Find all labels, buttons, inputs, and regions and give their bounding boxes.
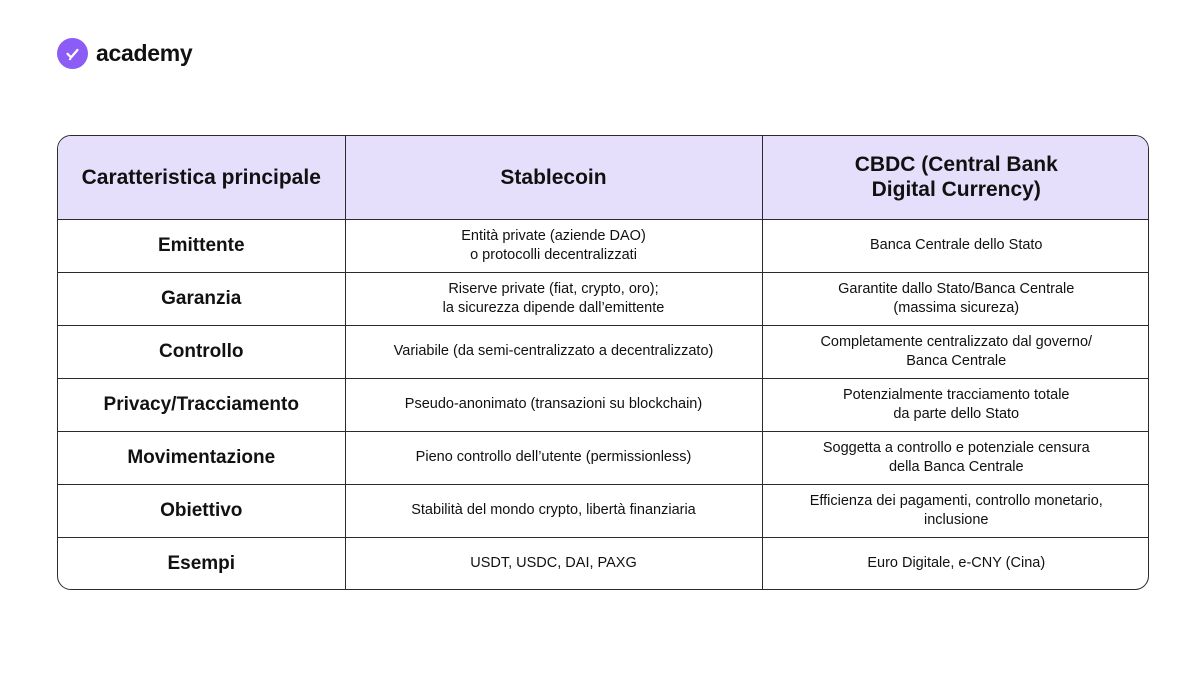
table-row [58, 219, 1149, 272]
stablecoin-cell: Pieno controllo dell’utente (permissionless) [345, 431, 762, 484]
table-row [58, 325, 1149, 378]
stablecoin-cell: USDT, USDC, DAI, PAXG [345, 537, 762, 590]
table-row [58, 431, 1149, 484]
table-row [58, 272, 1149, 325]
cbdc-cell: Banca Centrale dello Stato [762, 219, 1149, 272]
cbdc-cell: Soggetta a controllo e potenziale censura della Banca Centrale [762, 431, 1149, 484]
brand-name: academy [96, 40, 193, 66]
header-stablecoin: Stablecoin [345, 136, 762, 219]
row-label: Controllo [58, 325, 345, 378]
comparison-table [57, 135, 1149, 590]
stablecoin-cell: Riserve private (fiat, crypto, oro); la sicurezza dipende dall’emittente [345, 272, 762, 325]
table-row [58, 537, 1149, 590]
table-row [58, 378, 1149, 431]
row-label: Privacy/Tracciamento [58, 378, 345, 431]
stablecoin-cell: Stabilità del mondo crypto, libertà finanziaria [345, 484, 762, 537]
row-label: Movimentazione [58, 431, 345, 484]
row-label: Emittente [58, 219, 345, 272]
table-header-row [58, 136, 1149, 219]
brand-logo [57, 38, 192, 69]
header-cbdc: CBDC (Central Bank Digital Currency) [762, 136, 1149, 219]
cbdc-cell: Potenzialmente tracciamento totale da parte dello Stato [762, 378, 1149, 431]
header-feature: Caratteristica principale [58, 136, 345, 219]
stablecoin-cell: Pseudo-anonimato (transazioni su blockchain) [345, 378, 762, 431]
cbdc-cell: Efficienza dei pagamenti, controllo monetario, inclusione [762, 484, 1149, 537]
cbdc-cell: Garantite dallo Stato/Banca Centrale (massima sicureza) [762, 272, 1149, 325]
stablecoin-cell: Variabile (da semi-centralizzato a decentralizzato) [345, 325, 762, 378]
table-row [58, 484, 1149, 537]
cbdc-cell: Euro Digitale, e-CNY (Cina) [867, 555, 1046, 572]
row-label: Garanzia [58, 272, 345, 325]
check-icon [57, 38, 88, 69]
row-label: Obiettivo [58, 484, 345, 537]
stablecoin-cell: Entità private (aziende DAO) o protocolli decentralizzati [345, 219, 762, 272]
cbdc-cell: Completamente centralizzato dal governo/ Banca Centrale [762, 325, 1149, 378]
row-label: Esempi [58, 537, 345, 590]
